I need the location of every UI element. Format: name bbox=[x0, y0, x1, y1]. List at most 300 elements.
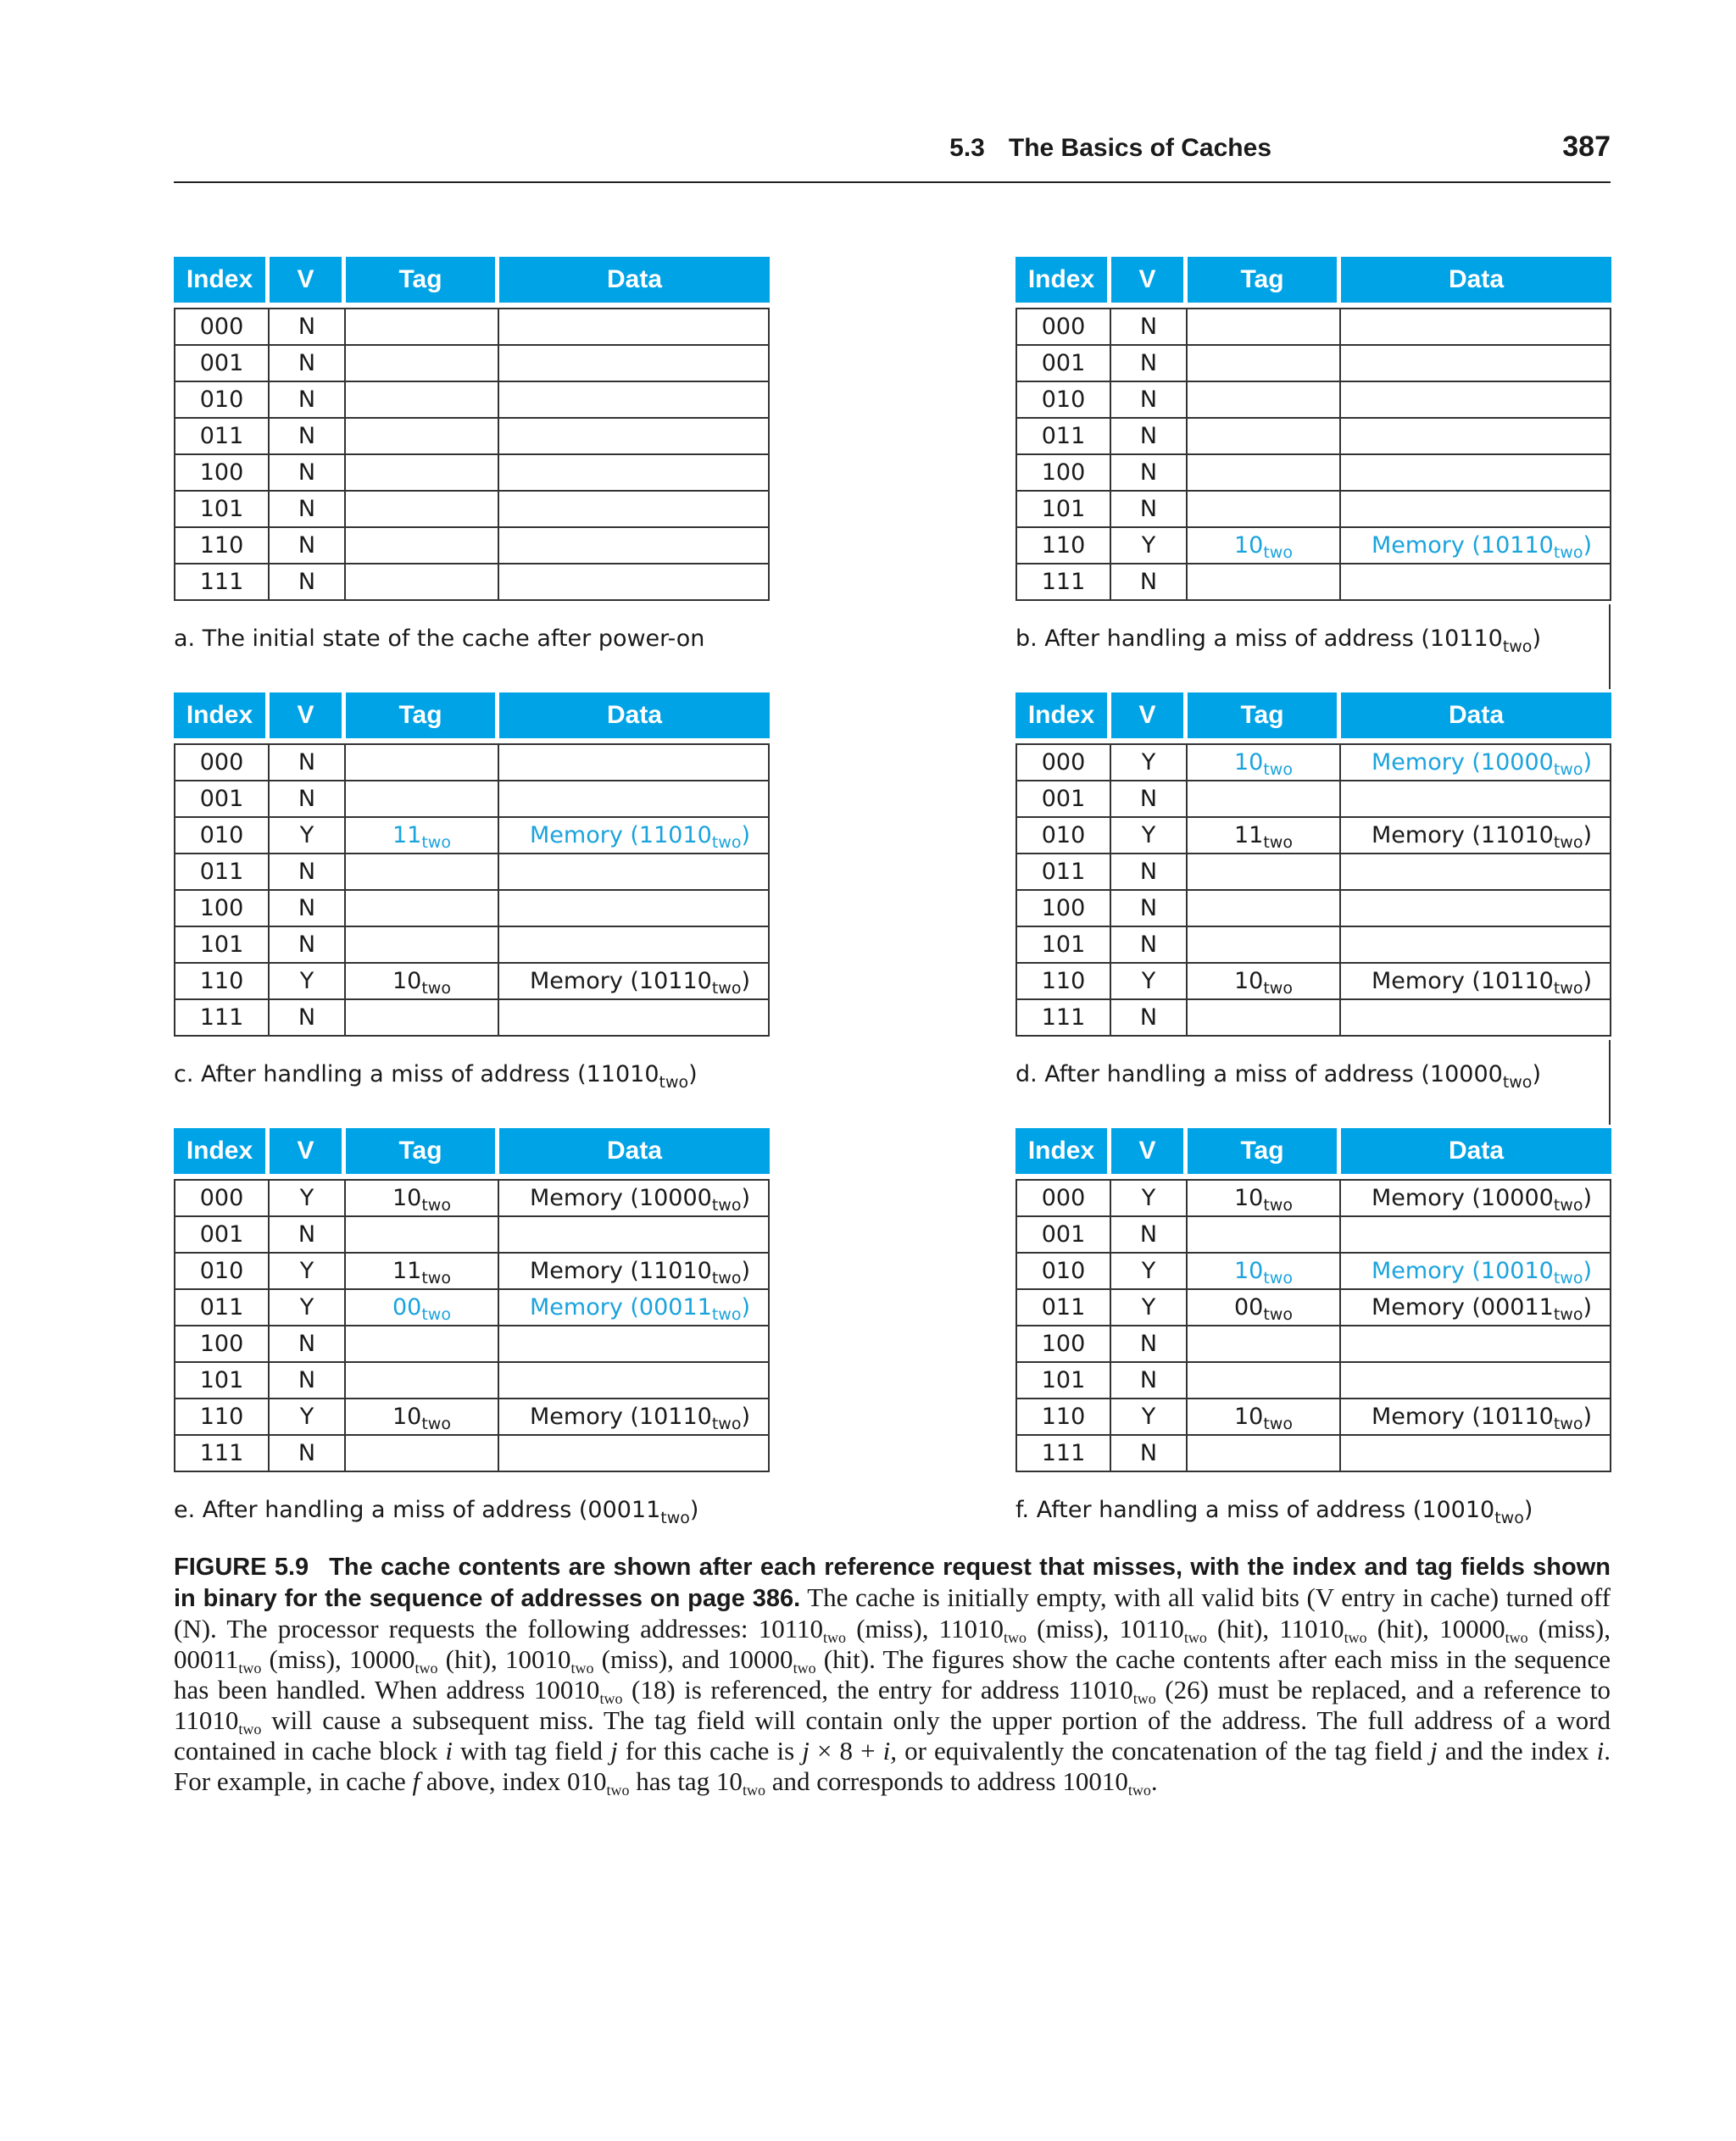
tag-cell bbox=[346, 1217, 499, 1254]
column-header: V bbox=[1111, 257, 1188, 303]
panel-caption: c. After handling a miss of address $(11010_{two})$ bbox=[174, 1061, 698, 1092]
valid-cell: Y bbox=[270, 1290, 346, 1326]
table-row bbox=[174, 927, 770, 964]
valid-cell: Y bbox=[1111, 818, 1188, 854]
caption-text: with tag field bbox=[452, 1736, 611, 1766]
caption-text: j bbox=[802, 1736, 810, 1766]
column-header: Index bbox=[174, 692, 270, 738]
caption-text: two bbox=[1183, 1629, 1207, 1646]
caption-text: two bbox=[1003, 1629, 1027, 1646]
data-cell bbox=[499, 1000, 770, 1037]
index-cell: 010 bbox=[174, 382, 270, 419]
table-row bbox=[1015, 854, 1611, 891]
table-row bbox=[174, 854, 770, 891]
data-cell bbox=[1341, 927, 1611, 964]
caption-text: (miss), 10110 bbox=[1026, 1614, 1184, 1643]
data-cell bbox=[1341, 564, 1611, 601]
caption-text: two bbox=[606, 1782, 630, 1799]
panel-caption: d. After handling a miss of address $(10000_{two})$ bbox=[1015, 1061, 1541, 1092]
valid-cell: N bbox=[270, 528, 346, 564]
table-row bbox=[174, 1326, 770, 1363]
table-row bbox=[1015, 1290, 1611, 1326]
table-row bbox=[174, 1000, 770, 1037]
table-row bbox=[174, 346, 770, 382]
data-cell bbox=[499, 854, 770, 891]
panel-divider bbox=[1609, 604, 1611, 689]
tag-cell bbox=[346, 564, 499, 601]
index-cell: 110 bbox=[174, 964, 270, 1000]
data-cell: Memory $(11010_{two})$ bbox=[499, 818, 770, 854]
caption-text: two bbox=[1505, 1629, 1528, 1646]
table-row bbox=[174, 419, 770, 455]
panel-divider bbox=[1609, 1040, 1611, 1125]
panel-caption: e. After handling a miss of address $(00011_{two})$ bbox=[174, 1497, 699, 1527]
index-cell: 111 bbox=[174, 564, 270, 601]
column-header: Data bbox=[499, 1128, 770, 1174]
tag-cell: $10_{two}$ bbox=[1188, 1179, 1341, 1217]
data-cell bbox=[1341, 492, 1611, 528]
index-cell: 111 bbox=[1015, 1436, 1111, 1472]
data-cell bbox=[499, 1363, 770, 1399]
caption-text: (miss), and 10000 bbox=[593, 1644, 793, 1674]
data-cell bbox=[1341, 891, 1611, 927]
tag-cell: $10_{two}$ bbox=[346, 964, 499, 1000]
caption-text: (hit), 11010 bbox=[1206, 1614, 1344, 1643]
caption-text: (26) must be replaced, and a reference to 11010 bbox=[174, 1675, 1611, 1735]
section-title: 5.3 The Basics of Caches bbox=[949, 134, 1271, 162]
tag-cell bbox=[346, 1326, 499, 1363]
valid-cell: N bbox=[1111, 564, 1188, 601]
tag-cell bbox=[346, 419, 499, 455]
table-row bbox=[174, 818, 770, 854]
figure-caption-body bbox=[174, 1582, 1611, 1799]
valid-cell: N bbox=[1111, 419, 1188, 455]
valid-cell: Y bbox=[270, 1254, 346, 1290]
table-row bbox=[1015, 346, 1611, 382]
index-cell: 001 bbox=[174, 781, 270, 818]
index-cell: 100 bbox=[1015, 891, 1111, 927]
index-cell: 110 bbox=[174, 528, 270, 564]
data-cell bbox=[1341, 1363, 1611, 1399]
index-cell: 111 bbox=[1015, 564, 1111, 601]
tag-cell bbox=[1188, 1000, 1341, 1037]
data-cell: Memory $(10000_{two})$ bbox=[1341, 743, 1611, 781]
cache-panel bbox=[1015, 692, 1611, 1095]
tag-cell bbox=[346, 1363, 499, 1399]
index-cell: 000 bbox=[1015, 308, 1111, 346]
valid-cell: N bbox=[270, 564, 346, 601]
tag-cell bbox=[346, 455, 499, 492]
index-cell: 100 bbox=[1015, 1326, 1111, 1363]
data-cell bbox=[1341, 1436, 1611, 1472]
valid-cell: Y bbox=[1111, 528, 1188, 564]
index-cell: 010 bbox=[1015, 382, 1111, 419]
valid-cell: N bbox=[270, 891, 346, 927]
caption-text: and the index bbox=[1437, 1736, 1597, 1766]
index-cell: 011 bbox=[1015, 1290, 1111, 1326]
valid-cell: N bbox=[270, 1326, 346, 1363]
tag-cell bbox=[1188, 1326, 1341, 1363]
data-cell: Memory $(10110_{two})$ bbox=[1341, 964, 1611, 1000]
index-cell: 011 bbox=[174, 1290, 270, 1326]
tag-cell bbox=[346, 1436, 499, 1472]
table-row bbox=[1015, 492, 1611, 528]
caption-text: × 8 + bbox=[809, 1736, 883, 1766]
table-row bbox=[174, 781, 770, 818]
column-header: Index bbox=[174, 257, 270, 303]
valid-cell: N bbox=[1111, 854, 1188, 891]
caption-text: i bbox=[1596, 1736, 1605, 1766]
index-cell: 100 bbox=[174, 891, 270, 927]
caption-text: for this cache is bbox=[617, 1736, 803, 1766]
index-cell: 101 bbox=[174, 1363, 270, 1399]
caption-text: (18) is referenced, the entry for address 11010 bbox=[622, 1675, 1133, 1704]
cache-panel bbox=[174, 257, 770, 659]
tag-cell bbox=[1188, 419, 1341, 455]
column-header: Tag bbox=[1188, 1128, 1341, 1174]
caption-text: or equivalently the concatenation of the tag field bbox=[897, 1736, 1431, 1766]
valid-cell: N bbox=[270, 455, 346, 492]
tag-cell: $00_{two}$ bbox=[346, 1290, 499, 1326]
valid-cell: N bbox=[1111, 891, 1188, 927]
data-cell: Memory $(10000_{two})$ bbox=[1341, 1179, 1611, 1217]
data-cell bbox=[1341, 1217, 1611, 1254]
data-cell: Memory $(00011_{two})$ bbox=[499, 1290, 770, 1326]
cache-panel bbox=[1015, 1128, 1611, 1531]
column-header: Index bbox=[1015, 257, 1111, 303]
caption-text: (miss), 11010 bbox=[846, 1614, 1004, 1643]
table-row bbox=[174, 308, 770, 346]
tag-cell bbox=[1188, 1436, 1341, 1472]
index-cell: 011 bbox=[1015, 419, 1111, 455]
index-cell: 101 bbox=[174, 492, 270, 528]
index-cell: 101 bbox=[1015, 927, 1111, 964]
table-row bbox=[1015, 1326, 1611, 1363]
tag-cell bbox=[1188, 564, 1341, 601]
index-cell: 110 bbox=[174, 1399, 270, 1436]
table-row bbox=[1015, 1254, 1611, 1290]
data-cell bbox=[1341, 382, 1611, 419]
cache-table bbox=[174, 1128, 770, 1472]
tag-cell bbox=[1188, 854, 1341, 891]
index-cell: 111 bbox=[1015, 1000, 1111, 1037]
caption-text: two bbox=[415, 1660, 438, 1677]
data-cell: Memory $(00011_{two})$ bbox=[1341, 1290, 1611, 1326]
valid-cell: Y bbox=[1111, 743, 1188, 781]
data-cell bbox=[499, 743, 770, 781]
table-row bbox=[1015, 1436, 1611, 1472]
table-row bbox=[1015, 1179, 1611, 1217]
data-cell: Memory $(11010_{two})$ bbox=[499, 1254, 770, 1290]
column-header: Data bbox=[1341, 692, 1611, 738]
caption-text: j bbox=[1430, 1736, 1438, 1766]
caption-text: two bbox=[570, 1660, 594, 1677]
table-row bbox=[1015, 1217, 1611, 1254]
table-row bbox=[174, 1436, 770, 1472]
caption-text: f bbox=[412, 1766, 420, 1796]
index-cell: 101 bbox=[1015, 1363, 1111, 1399]
cache-panel bbox=[1015, 257, 1611, 659]
tag-cell bbox=[346, 781, 499, 818]
valid-cell: N bbox=[1111, 927, 1188, 964]
column-header: Index bbox=[1015, 692, 1111, 738]
index-cell: 110 bbox=[1015, 1399, 1111, 1436]
valid-cell: Y bbox=[1111, 964, 1188, 1000]
page-number: 387 bbox=[1562, 131, 1611, 163]
valid-cell: Y bbox=[1111, 1399, 1188, 1436]
data-cell: Memory $(10110_{two})$ bbox=[1341, 528, 1611, 564]
caption-text: j bbox=[610, 1736, 618, 1766]
data-cell bbox=[499, 492, 770, 528]
tag-cell: $10_{two}$ bbox=[1188, 1399, 1341, 1436]
data-cell bbox=[1341, 1326, 1611, 1363]
tag-cell: $11_{two}$ bbox=[1188, 818, 1341, 854]
table-row bbox=[174, 528, 770, 564]
caption-text: two bbox=[1344, 1629, 1367, 1646]
index-cell: 101 bbox=[174, 927, 270, 964]
panel-caption: f. After handling a miss of address $(10010_{two})$ bbox=[1015, 1497, 1533, 1527]
data-cell bbox=[499, 891, 770, 927]
tag-cell: $10_{two}$ bbox=[346, 1399, 499, 1436]
table-row bbox=[1015, 455, 1611, 492]
tag-cell: $11_{two}$ bbox=[346, 818, 499, 854]
data-cell bbox=[1341, 781, 1611, 818]
valid-cell: N bbox=[1111, 346, 1188, 382]
table-row bbox=[1015, 964, 1611, 1000]
caption-text: two bbox=[599, 1690, 623, 1707]
index-cell: 000 bbox=[174, 308, 270, 346]
tag-cell: $10_{two}$ bbox=[1188, 528, 1341, 564]
data-cell: Memory $(10110_{two})$ bbox=[499, 964, 770, 1000]
table-row bbox=[174, 492, 770, 528]
table-row bbox=[174, 891, 770, 927]
data-cell bbox=[1341, 419, 1611, 455]
tag-cell bbox=[346, 743, 499, 781]
index-cell: 000 bbox=[1015, 1179, 1111, 1217]
tag-cell bbox=[346, 927, 499, 964]
table-row bbox=[1015, 382, 1611, 419]
table-row bbox=[1015, 781, 1611, 818]
valid-cell: N bbox=[270, 781, 346, 818]
table-row bbox=[1015, 564, 1611, 601]
table-row bbox=[1015, 308, 1611, 346]
figure-caption bbox=[174, 1551, 1611, 1797]
caption-text: two bbox=[238, 1660, 262, 1677]
table-row bbox=[174, 1217, 770, 1254]
data-cell bbox=[1341, 1000, 1611, 1037]
valid-cell: N bbox=[270, 419, 346, 455]
valid-cell: N bbox=[1111, 1363, 1188, 1399]
valid-cell: N bbox=[270, 382, 346, 419]
index-cell: 110 bbox=[1015, 964, 1111, 1000]
data-cell bbox=[499, 528, 770, 564]
tag-cell bbox=[1188, 781, 1341, 818]
table-row bbox=[1015, 528, 1611, 564]
table-row bbox=[174, 743, 770, 781]
data-cell bbox=[499, 346, 770, 382]
valid-cell: N bbox=[270, 927, 346, 964]
tag-cell: $00_{two}$ bbox=[1188, 1290, 1341, 1326]
valid-cell: N bbox=[1111, 308, 1188, 346]
tag-cell bbox=[346, 1000, 499, 1037]
table-row bbox=[174, 382, 770, 419]
valid-cell: N bbox=[270, 1436, 346, 1472]
cache-panel bbox=[174, 1128, 770, 1531]
valid-cell: N bbox=[1111, 1326, 1188, 1363]
valid-cell: Y bbox=[1111, 1254, 1188, 1290]
table-row bbox=[1015, 419, 1611, 455]
tag-cell bbox=[346, 528, 499, 564]
caption-text: . bbox=[1150, 1766, 1158, 1796]
tag-cell bbox=[1188, 308, 1341, 346]
caption-text: two bbox=[1132, 1690, 1156, 1707]
tag-cell: $10_{two}$ bbox=[1188, 964, 1341, 1000]
index-cell: 001 bbox=[1015, 346, 1111, 382]
caption-text: i, bbox=[882, 1736, 898, 1766]
index-cell: 110 bbox=[1015, 528, 1111, 564]
valid-cell: Y bbox=[270, 1179, 346, 1217]
index-cell: 011 bbox=[1015, 854, 1111, 891]
caption-text: and corresponds to address 10010 bbox=[765, 1766, 1128, 1796]
valid-cell: N bbox=[1111, 492, 1188, 528]
index-cell: 010 bbox=[1015, 1254, 1111, 1290]
index-cell: 000 bbox=[174, 1179, 270, 1217]
tag-cell bbox=[1188, 346, 1341, 382]
column-header: Tag bbox=[346, 1128, 499, 1174]
table-row bbox=[1015, 818, 1611, 854]
caption-text: above, index 010 bbox=[420, 1766, 607, 1796]
table-row bbox=[174, 1254, 770, 1290]
valid-cell: N bbox=[1111, 1000, 1188, 1037]
table-row bbox=[174, 964, 770, 1000]
caption-text: (hit), 10010 bbox=[437, 1644, 571, 1674]
column-header: V bbox=[270, 1128, 346, 1174]
caption-text: The cache is initially empty, with all valid bits (V entry in cache) turned off (N). The processor requests the following addresses: 10110 bbox=[174, 1582, 1611, 1643]
data-cell bbox=[499, 382, 770, 419]
index-cell: 010 bbox=[1015, 818, 1111, 854]
index-cell: 101 bbox=[1015, 492, 1111, 528]
valid-cell: N bbox=[1111, 455, 1188, 492]
table-row bbox=[1015, 891, 1611, 927]
tag-cell: $10_{two}$ bbox=[1188, 1254, 1341, 1290]
valid-cell: N bbox=[270, 308, 346, 346]
valid-cell: N bbox=[270, 1217, 346, 1254]
index-cell: 001 bbox=[174, 346, 270, 382]
index-cell: 001 bbox=[1015, 1217, 1111, 1254]
tag-cell: $11_{two}$ bbox=[346, 1254, 499, 1290]
column-header: Data bbox=[499, 257, 770, 303]
valid-cell: N bbox=[1111, 1217, 1188, 1254]
caption-text: has tag 10 bbox=[629, 1766, 743, 1796]
index-cell: 100 bbox=[174, 455, 270, 492]
caption-text: i bbox=[445, 1736, 453, 1766]
data-cell bbox=[1341, 854, 1611, 891]
index-cell: 011 bbox=[174, 854, 270, 891]
column-header: Data bbox=[1341, 1128, 1611, 1174]
table-row bbox=[1015, 743, 1611, 781]
tag-cell bbox=[346, 308, 499, 346]
data-cell: Memory $(11010_{two})$ bbox=[1341, 818, 1611, 854]
table-row bbox=[1015, 1399, 1611, 1436]
valid-cell: N bbox=[1111, 382, 1188, 419]
table-row bbox=[174, 455, 770, 492]
data-cell: Memory $(10110_{two})$ bbox=[499, 1399, 770, 1436]
valid-cell: Y bbox=[1111, 1179, 1188, 1217]
tag-cell bbox=[346, 854, 499, 891]
column-header: V bbox=[270, 257, 346, 303]
index-cell: 000 bbox=[1015, 743, 1111, 781]
valid-cell: Y bbox=[1111, 1290, 1188, 1326]
caption-text: two bbox=[1127, 1782, 1151, 1799]
valid-cell: Y bbox=[270, 818, 346, 854]
column-header: Data bbox=[499, 692, 770, 738]
column-header: V bbox=[1111, 1128, 1188, 1174]
caption-text: two bbox=[823, 1629, 847, 1646]
tag-cell bbox=[1188, 891, 1341, 927]
data-cell bbox=[499, 1436, 770, 1472]
column-header: Index bbox=[174, 1128, 270, 1174]
valid-cell: N bbox=[270, 1363, 346, 1399]
caption-text: (miss), 00011 bbox=[174, 1614, 1611, 1674]
cache-table bbox=[1015, 692, 1611, 1037]
cache-table bbox=[1015, 1128, 1611, 1472]
valid-cell: N bbox=[270, 1000, 346, 1037]
index-cell: 010 bbox=[174, 818, 270, 854]
valid-cell: N bbox=[270, 854, 346, 891]
column-header: V bbox=[270, 692, 346, 738]
caption-text: two bbox=[238, 1721, 262, 1738]
data-cell: Memory $(10000_{two})$ bbox=[499, 1179, 770, 1217]
caption-text: two bbox=[793, 1660, 816, 1677]
index-cell: 011 bbox=[174, 419, 270, 455]
table-row bbox=[174, 1179, 770, 1217]
tag-cell bbox=[1188, 492, 1341, 528]
valid-cell: N bbox=[270, 492, 346, 528]
tag-cell bbox=[346, 346, 499, 382]
panel-caption: a. The initial state of the cache after power-on bbox=[174, 626, 705, 652]
data-cell: Memory $(10010_{two})$ bbox=[1341, 1254, 1611, 1290]
tag-cell bbox=[1188, 927, 1341, 964]
data-cell bbox=[499, 455, 770, 492]
column-header: Tag bbox=[346, 692, 499, 738]
table-row bbox=[174, 1290, 770, 1326]
cache-table bbox=[174, 692, 770, 1037]
index-cell: 111 bbox=[174, 1436, 270, 1472]
data-cell bbox=[499, 564, 770, 601]
data-cell bbox=[1341, 455, 1611, 492]
column-header: Tag bbox=[1188, 257, 1341, 303]
index-cell: 100 bbox=[1015, 455, 1111, 492]
table-row bbox=[174, 1363, 770, 1399]
data-cell bbox=[499, 927, 770, 964]
column-header: Tag bbox=[1188, 692, 1341, 738]
column-header: Index bbox=[1015, 1128, 1111, 1174]
data-cell bbox=[1341, 308, 1611, 346]
tag-cell bbox=[1188, 1363, 1341, 1399]
caption-text: (hit), 10000 bbox=[1366, 1614, 1505, 1643]
data-cell bbox=[499, 419, 770, 455]
valid-cell: Y bbox=[270, 964, 346, 1000]
data-cell bbox=[499, 1217, 770, 1254]
tag-cell: $10_{two}$ bbox=[1188, 743, 1341, 781]
running-header bbox=[174, 127, 1611, 183]
valid-cell: N bbox=[270, 346, 346, 382]
data-cell bbox=[499, 308, 770, 346]
tag-cell bbox=[346, 492, 499, 528]
index-cell: 100 bbox=[174, 1326, 270, 1363]
column-header: Data bbox=[1341, 257, 1611, 303]
index-cell: 001 bbox=[174, 1217, 270, 1254]
